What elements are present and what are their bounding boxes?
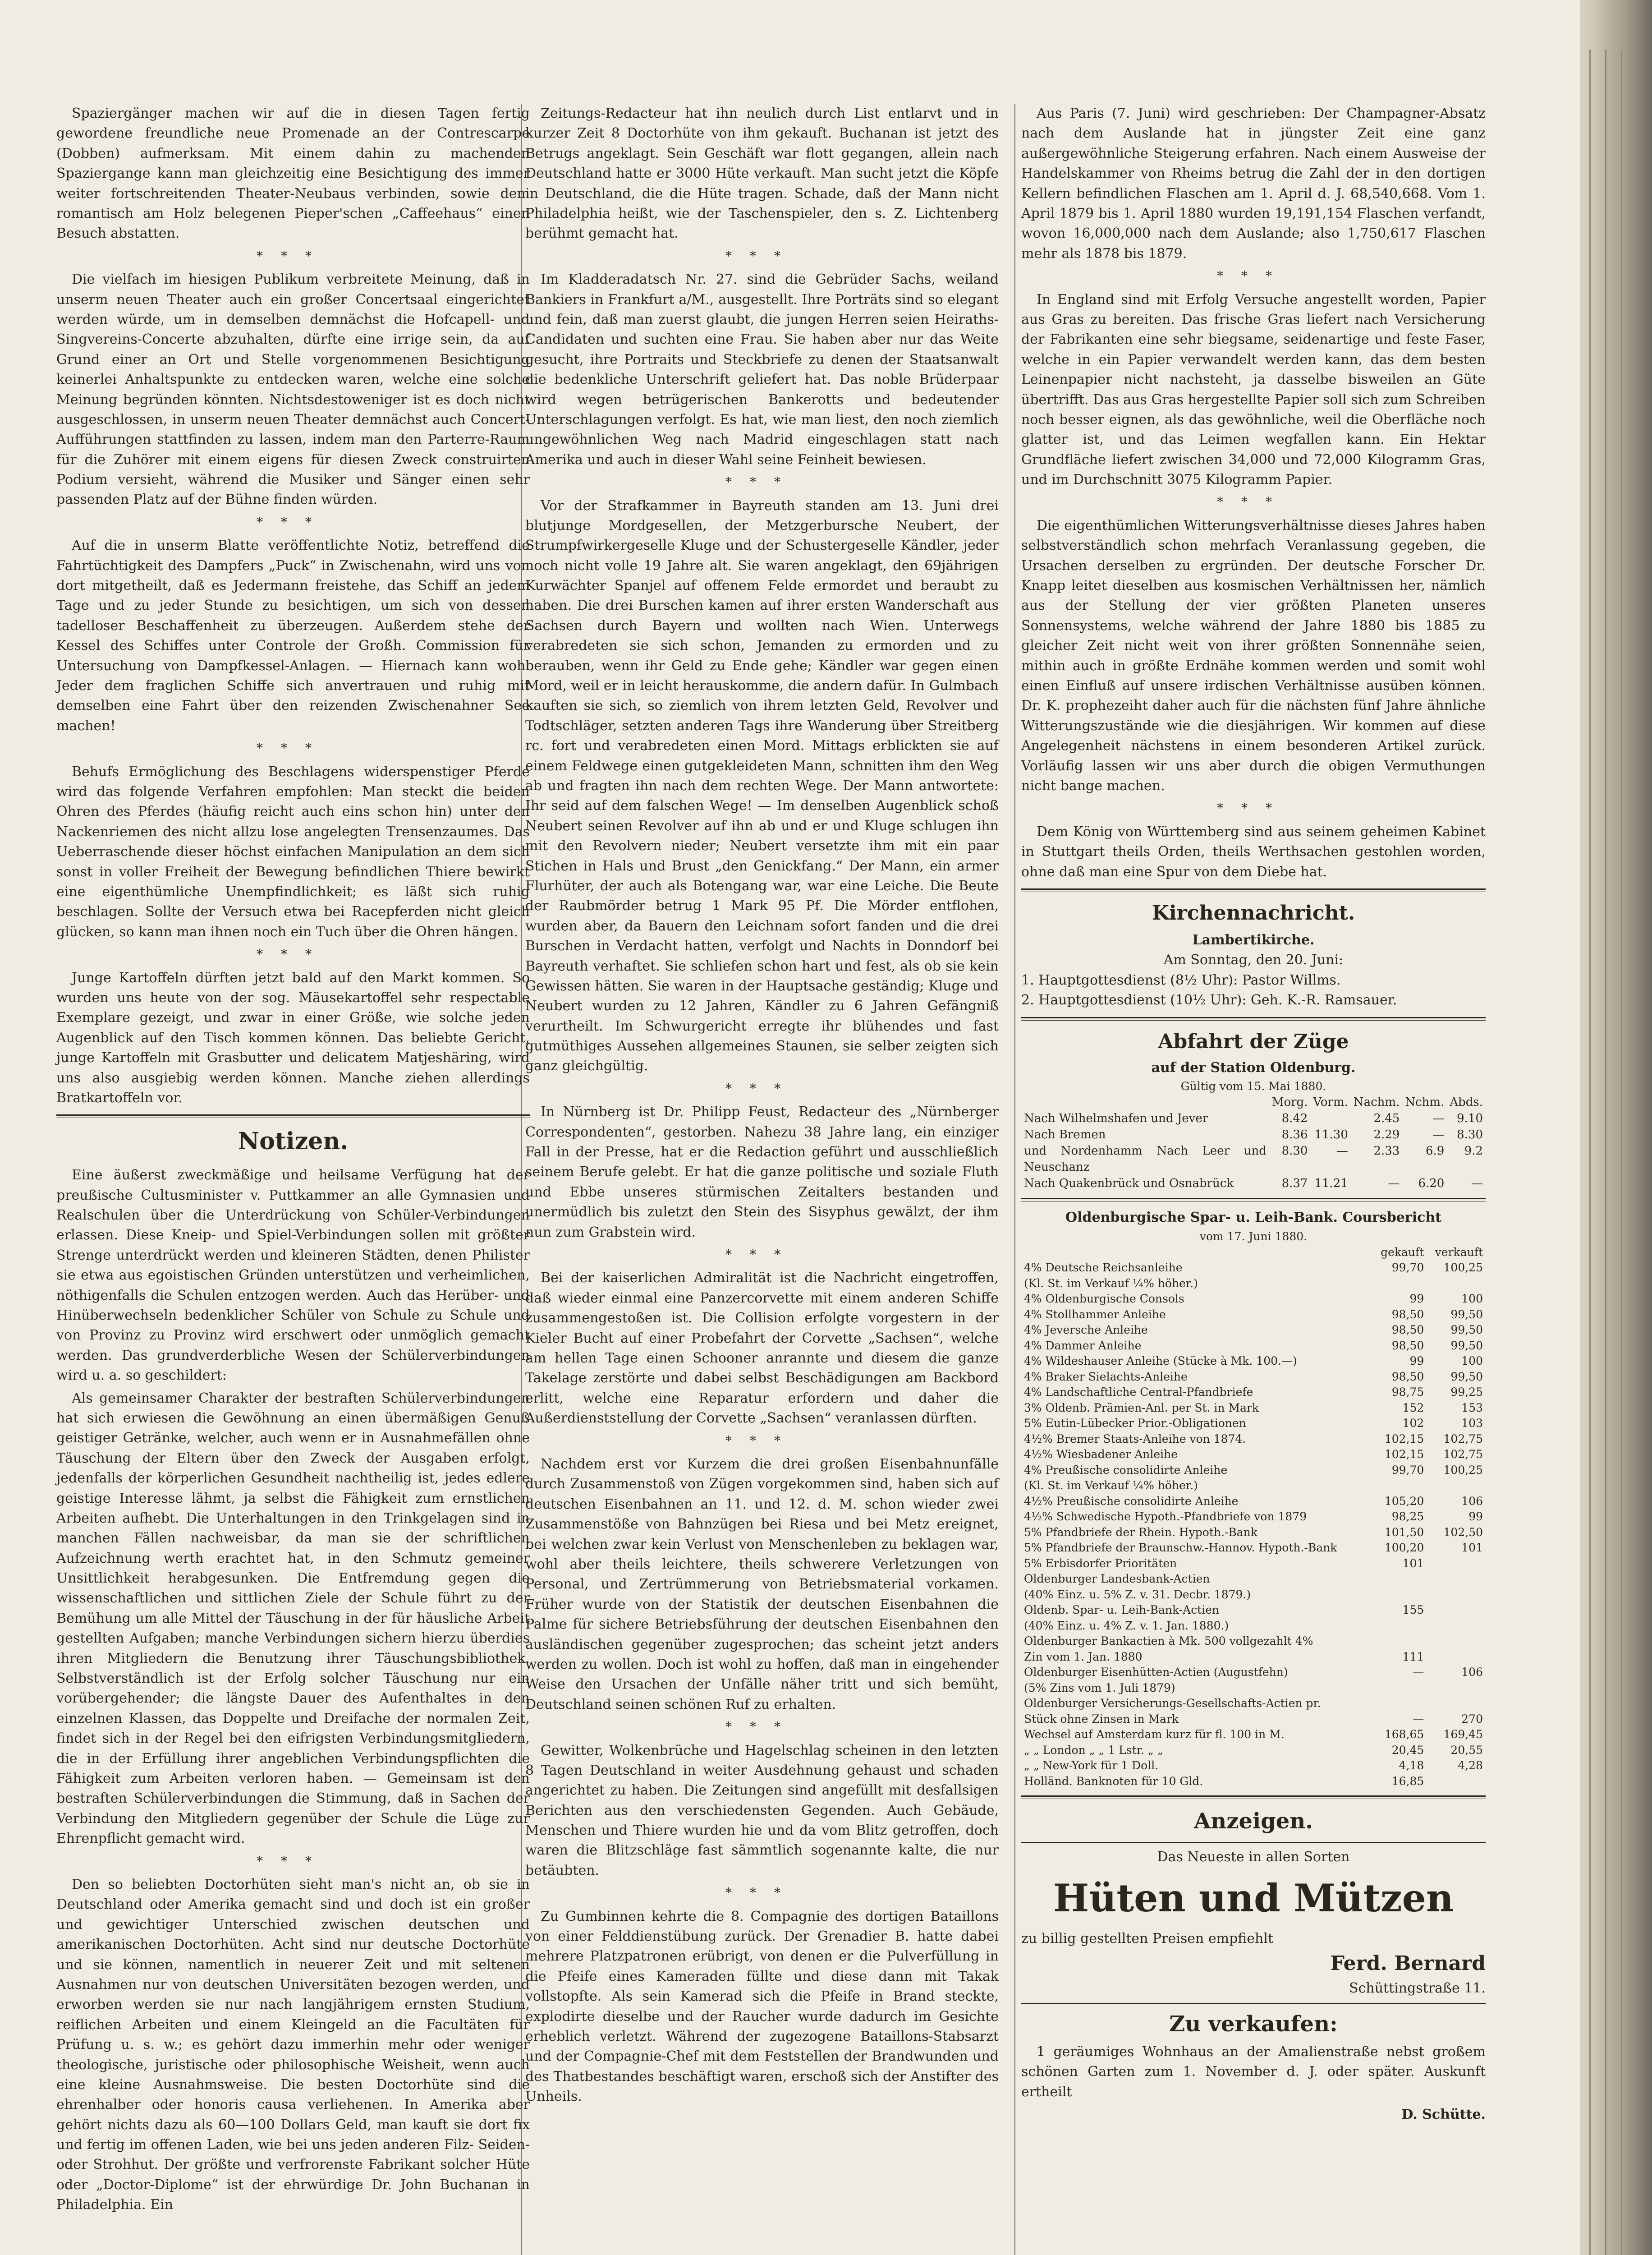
train-timetable [1021,1095,1486,1192]
article-mordgesellen: Vor der Strafkammer in Bayreuth standen am 13. Juni drei blutjunge Mordgesellen, der Metzgerbursche Neubert, der Strumpfwirkergeselle Kluge und der Schustergeselle Kändler, jeder noch nicht volle 19 Jahre alt. Sie waren angeklagt, den 69jährigen Kurwächter Spanjel auf offenem Felde ermordet und beraubt zu haben. Die drei Burschen kamen auf ihrer ersten Wanderschaft aus Sachsen durch Bayern und wollten nach Wien. Unterwegs verabredeten sie sich schon, Jemanden zu ermorden und zu berauben, wenn ihr Geld zu Ende gehe; Kändler war gegen einen Mord, weil er in leicht herauskomme, die andern dafür. In Gulmbach kauften sie sich, so ziemlich von ihrem letzten Geld, Revolver und Todtschläger, setzten anderen Tags ihre Wanderung über Streitberg rc. fort und verabredeten einen Mord. Mittags erblickten sie auf einem Feldwege einen gutgekleideten Mann, schnitten ihm den Weg ab und fragten ihn nach dem rechten Wege. Der Mann antwortete: Ihr seid auf dem falschen Wege! — Im denselben Augenblick schoß Neubert seinen Revolver auf ihn ab und er und Kluge schlugen ihn mit den Revolvern nieder; Neubert versetzte ihm mit ein paar Stichen in Hals und Brust „den Genickfang.“ Der Mann, ein armer Flurhüter, der auch als Botengang war, war eine Leiche. Die Beute der Raubmörder betrug 1 Mark 95 Pf. Die Mörder entflohen, wurden aber, da Bauern den Leichnam sofort fanden und die drei Burschen in Verdacht hatten, verfolgt und Nachts in Donndorf bei Bayreuth verhaftet. Sie schliefen schon hart und fest, als ob sie kein Gewissen hätten. Sie waren in der Hauptsache geständig; Kluge und Neubert wurden zu 12 Jahren, Kändler zu 6 Jahren Gefängniß verurtheilt. Im Schwurgericht erregte ihr blühendes und fast gutmüthiges Aussehen allgemeines Staunen, sie selber zeigten sich ganz gleichgültig. [525,497,999,1074]
article-gewitter: Gewitter, Wolkenbrüche und Hagelschlag scheinen in den letzten 8 Tagen Deutschland in weiter Ausdehnung gehaust und schaden angerichtet zu haben. Die Zeitungen sind angefüllt mit desfallsigen Berichten aus den verschiedensten Gegenden. Auch Gebäude, Menschen und Thiere wurden hie und da vom Blitz getroffen, doch waren die Blitzschläge fast sämmtlich sogenannte kalte, die nur betäubten. [525,1742,999,1878]
time-cell: — [1432,1112,1445,1126]
divider [1021,1795,1486,1799]
security-name: 4% Jeversche Anleihe [1024,1323,1148,1337]
divider [1021,2003,1486,2004]
time-cell: 11.21 [1314,1176,1348,1190]
col-head: verkauft [1435,1245,1483,1259]
table-row [1021,1494,1486,1509]
col-head: gekauft [1381,1245,1424,1259]
time-cell: — [1471,1176,1483,1190]
security-name: 4% Wildeshauser Anleihe (Stücke à Mk. 100.—) [1024,1354,1297,1368]
security-name: 4½% Preußische consolidirte Anleihe [1024,1494,1239,1508]
price-cell: 98,50 [1391,1307,1424,1321]
article-gumbinnen: Zu Gumbinnen kehrte die 8. Compagnie des dortigen Bataillons von einer Felddienstübung zurück. Der Grenadier B. hatte dabei mehrere Platzpatronen erübrigt, von denen er die Pulverfüllung in die Pfeife eines Kameraden füllte und diese dann mit Takak vollstopfte. Als sein Kamerad sich die Pfeife in Brand steckte, explodirte dieselbe und der Raucher wurde dadurch im Gesichte erheblich verletzt. Während der zugezogene Bataillons-Stabsarzt und der Compagnie-Chef mit dem Feststellen der Brandwunden und des Thatbestandes beschäftigt waren, erschoß sich der Anstifter des Unheils. [525,1908,999,2105]
time-cell: 2.45 [1373,1112,1400,1126]
article-corvette-sachsen: Bei der kaiserlichen Admiralität ist die Nachricht eingetroffen, daß wieder einmal eine Panzercorvette mit einem anderen Schiffe zusammengestoßen ist. Die Collision erfolgte vorgestern in der Kieler Bucht auf einer Probefahrt der Corvette „Sachsen“, welche am hellen Tage einen Schooner anrannte und diesem die ganze Takelage zerstörte und dabei selbst Beschädigungen am Backbord erlitt, welche eine Reparatur erfordern und daher die Außerdienststellung der Corvette „Sachsen“ veranlassen dürften. [525,1270,999,1427]
asterism: *** [257,1853,330,1868]
kirchen-service-2: 2. Hauptgottesdienst (10½ Uhr): Geh. K.-R. Ramsauer. [1021,992,1397,1008]
security-name: 4½% Wiesbadener Anleihe [1024,1448,1178,1461]
time-cell: — [1388,1176,1400,1190]
price-cell [1427,1696,1486,1712]
article-schuelerverbindungen: Eine äußerst zweckmäßige und heilsame Verfügung hat der preußische Cultusminister v. Puttkammer an alle Gymnasien und Realschulen über die Unterdrückung von Schüler-Verbindungen erlassen. Diese Kneip- und Spiel-Verbindungen sollen mit größter Strenge unterdrückt werden und kleineren Städten, denen Philister sie etwa aus egoistischen Gründen unterstützen und verheimlichen, nöthigenfalls die Schulen entzogen werden. Auch das Herüber- und Hinüberwechseln bedenklicher Schüler von Schule zu Schule und von Provinz zu Provinz wird erschwert oder unmöglich gemacht werden. Das grundverderbliche Wesen der Schülerverbindungen wird u. a. so geschildert: [56,1167,530,1384]
price-cell: 98,25 [1391,1510,1424,1523]
article-promenade: Spaziergänger machen wir auf die in diesen Tagen fertig gewordene freundliche neue Promenade an der Contrescarpe (Dobben) aufmerksam. Mit einem dahin zu machenden Spaziergange kann man gleichzeitig eine Besichtigung des immer weiter fortschreitenden Theater-Neubaus verbinden, sowie dem romantisch am Holz belegenen Pieper'schen „Caffeehaus“ einen Besuch abstatten. [56,106,530,242]
destination: Nach Bremen [1024,1128,1106,1141]
kirchen-church: Lambertikirche. [1192,932,1315,948]
price-cell: 102 [1402,1417,1424,1430]
divider [56,1114,530,1118]
security-name: „ „ London „ „ 1 Lstr. „ „ [1024,1743,1163,1757]
article-concertsaal: Die vielfach im hiesigen Publikum verbreitete Meinung, daß in unserm neuen Theater auch ein großer Concertsaal eingerichtet werden würde, um in demselben demnächst die Hofcapell- und Singvereins-Concerte abzuhalten, dürfte eine irrige sein, da auf Grund einer an Ort und Stelle vorgenommenen Besichtigung keinerlei Anhaltspunkte zu entdecken waren, welche eine solche Meinung begründen könnten. Nichtsdestoweniger ist es doch nicht ausgeschlossen, in unserm neuen Theater demnächst auch Concert-Aufführungen stattfinden zu lassen, indem man den Parterre-Raum für die Zuhörer mit einem eigens für diesen Zweck construirten Podium versieht, während die Musiker und Sänger einen sehr passenden Platz auf der Bühne finden würden. [56,272,530,508]
table-row [1021,1369,1486,1385]
table-row [1021,1774,1486,1790]
table-row [1021,1618,1486,1634]
price-cell: 106 [1461,1494,1483,1508]
time-cell: 2.33 [1373,1144,1400,1158]
page-edge-line [1621,50,1622,2255]
security-name: 4% Landschaftliche Central-Pfandbriefe [1024,1385,1253,1399]
verkaufen-title: Zu verkaufen: [1169,2011,1338,2037]
price-cell: 99,25 [1450,1385,1483,1399]
timetable-header [1021,1095,1486,1111]
article-koenig-wuerttemberg: Dem König von Württemberg sind aus seinem geheimen Kabinet in Stuttgart theils Orden, theils Werthsachen gestohlen worden, ohne daß man eine Spur von dem Diebe hat. [1021,824,1486,880]
price-cell [1373,1634,1427,1649]
table-row [1021,1712,1486,1727]
table-row [1021,1416,1486,1431]
price-cell: — [1413,1712,1424,1726]
col-head: Nchm. [1405,1095,1445,1109]
table-row [1021,1176,1486,1192]
asterism: *** [725,1885,798,1901]
article-beschlagen: Behufs Ermöglichung des Beschlagens widerspenstiger Pferde wird das folgende Verfahren empfohlen: Man steckt die beiden Ohren des Pferdes (häufig reicht auch eins schon hin) unter den Nackenriemen des nicht allzu lose angelegten Trensenzaumes. Das Ueberraschende dieser höchst einfachen Manipulation an dem sich sonst in voller Freiheit der Bewegung befindlichen Thiere bewirkt eine eigenthümliche Unempfindlichkeit; es läßt sich ruhig beschlagen. Sollte der Versuch etwa bei Racepferden nicht gleich glücken, so kann man ihnen noch ein Tuch über die Ohren hängen. [56,764,530,940]
price-cell [1373,1478,1427,1494]
price-cell: 99 [1468,1510,1483,1523]
time-cell: — [1432,1128,1445,1141]
price-cell: 101 [1461,1541,1483,1555]
price-cell: 100,25 [1443,1463,1483,1477]
price-cell: 270 [1461,1712,1483,1726]
verkaufen-name: D. Schütte. [1401,2107,1486,2123]
price-cell [1427,1618,1486,1634]
asterism: *** [725,248,798,263]
table-row [1021,1602,1486,1618]
zuege-valid: Gültig vom 15. Mai 1880. [1180,1080,1326,1093]
price-cell: 98,50 [1391,1339,1424,1352]
column-rule [1014,104,1015,2255]
security-name: 5% Erbisdorfer Prioritäten [1024,1556,1177,1570]
table-row [1021,1400,1486,1416]
price-cell: 99,50 [1450,1323,1483,1337]
column-2 [525,104,999,2110]
price-cell: 4,28 [1458,1759,1483,1772]
destination: und Nordenhamm Nach Leer und Neuschanz [1024,1144,1267,1174]
price-cell [1427,1774,1486,1790]
price-cell: 98,50 [1391,1370,1424,1383]
asterism: *** [725,1719,798,1735]
price-cell [1427,1680,1486,1696]
section-title-notizen: Notizen. [238,1128,349,1155]
kirchen-date: Am Sonntag, den 20. Juni: [1163,952,1344,968]
price-cell: 106 [1461,1666,1483,1679]
security-name: 4% Stollhammer Anleihe [1024,1307,1166,1321]
security-name: 5% Pfandbriefe der Rhein. Hypoth.-Bank [1024,1525,1257,1539]
price-cell: — [1413,1666,1424,1679]
security-name: 4% Dammer Anleihe [1024,1339,1142,1352]
time-cell: 9.2 [1464,1144,1483,1158]
table-row [1021,1143,1486,1176]
table-row [1021,1447,1486,1463]
price-cell: 99,50 [1450,1307,1483,1321]
asterism: *** [1217,801,1290,816]
divider [1021,1198,1486,1201]
table-row [1021,1385,1486,1400]
price-cell: 169,45 [1443,1728,1483,1741]
time-cell: 8.37 [1281,1176,1308,1190]
col-head: Abds. [1450,1095,1483,1109]
table-row [1021,1556,1486,1572]
security-name: Oldenb. Spar- u. Leih-Bank-Actien [1024,1603,1220,1617]
price-cell: 155 [1402,1603,1424,1617]
price-cell: 16,85 [1391,1774,1424,1788]
ad-line-1: Das Neueste in allen Sorten [1157,1849,1350,1865]
security-name: 4½% Schwedische Hypoth.-Pfandbriefe von 1879 [1024,1510,1307,1523]
ad-advertiser-name: Ferd. Bernard [1330,1952,1486,1975]
kurs-date: vom 17. Juni 1880. [1199,1229,1308,1243]
kurs-header [1021,1245,1486,1261]
price-cell: 99,70 [1391,1463,1424,1477]
table-row [1021,1680,1486,1696]
verkaufen-text: 1 geräumiges Wohnhaus an der Amalienstraße nebst großem schönen Garten zum 1. November d. J. oder später. Auskunft ertheilt [1021,2043,1486,2100]
security-name: 4% Oldenburgische Consols [1024,1292,1184,1306]
security-name: (40% Einz. u. 4% Z. v. 1. Jan. 1880.) [1024,1619,1229,1632]
security-name: Wechsel auf Amsterdam kurz für fl. 100 in M. [1024,1728,1285,1741]
price-cell: 102,75 [1443,1432,1483,1445]
price-cell: 100,25 [1443,1261,1483,1275]
table-row [1021,1478,1486,1494]
table-row [1021,1276,1486,1292]
table-row [1021,1127,1486,1143]
security-name: Oldenburger Bankactien à Mk. 500 vollgezahlt 4% [1024,1634,1313,1648]
destination: Nach Quakenbrück und Osnabrück [1024,1176,1234,1190]
time-cell: — [1336,1144,1348,1158]
price-cell [1373,1571,1427,1587]
article-schuelerverbindungen-quote: Als gemeinsamer Charakter der bestraften Schülerverbindungen hat sich erwiesen die Gewöhnung an einen übermäßigen Genuß geistiger Getränke, welcher, auch wenn er in Ausnahmefällen ohne Täuschung der Eltern über den Zweck der Ausgaben erfolgt, jedenfalls der körperlichen Gesundheit nachtheilig ist, jedes edlere geistige Interesse lähmt, ja selbst die Fähigkeit zum ernstlichen Arbeiten aufhebt. Die Unterhaltungen in den Trinkgelagen sind in manchen Fällen nachweisbar, da man sie der schriftlichen Aufzeichnung werth erachtet hat, in den Schmutz gemeiner Unsittlichkeit herabgesunken. Die Entfremdung gegen die wissenschaftlichen und sittlichen Ziele der Schule führt zu der Bemühung um alle Mittel der Täuschung in der für häusliche Arbeit gestellten Aufgaben; manche Verbindungen sichern hierzu überdies ihren Mitgliedern die Benutzung ihrer Täuschungsbibliothek. Selbstverständlich ist der Erfolg solcher Täuschung nur ein vorübergehender; die längste Dauer des Aufenthaltes in den einzelnen Klassen, das Doppelte und Dreifache der normalen Zeit, findet sich in der Regel bei den eifrigsten Verbindungsmitgliedern, die in der Erfüllung ihrer angeblichen Verbindungspflichten die Fähigkeit zum Arbeiten verloren haben. — Gemeinsam ist den bestraften Schülerverbindungen die Stimmung, daß in Sachen der Verbindung den Mitgliedern gegenüber der Schule die Lüge zur Ehrenpflicht gemacht wird. [56,1390,530,1847]
security-name: 5% Eutin-Lübecker Prior.-Obligationen [1024,1417,1246,1430]
ad-address: Schüttingstraße 11. [1349,1980,1486,1996]
security-name: 4% Braker Sielachts-Anleihe [1024,1370,1188,1383]
price-cell [1427,1649,1486,1665]
price-cell: 99,70 [1391,1261,1424,1275]
time-cell: 9.10 [1457,1112,1483,1126]
price-cell: 102,75 [1443,1448,1483,1461]
price-cell: 102,15 [1384,1448,1424,1461]
divider [1021,888,1486,892]
table-row [1021,1431,1486,1447]
kirchen-service-1: 1. Hauptgottesdienst (8½ Uhr): Pastor Willms. [1021,972,1341,988]
price-cell: 103 [1461,1417,1483,1430]
price-cell: 152 [1402,1401,1424,1414]
price-cell: 99,50 [1450,1370,1483,1383]
ad-headline: Hüten und Mützen [1053,1875,1454,1920]
asterism: *** [725,1433,798,1448]
zuege-title: Abfahrt der Züge [1158,1030,1349,1053]
table-row [1021,1260,1486,1276]
col-head: Vorm. [1313,1095,1348,1109]
price-cell [1427,1602,1486,1618]
security-name: 4% Preußische consolidirte Anleihe [1024,1463,1228,1477]
security-name: Oldenburger Eisenhütten-Actien (Augustfehn) [1024,1666,1288,1679]
article-papier-aus-gras: In England sind mit Erfolg Versuche angestellt worden, Papier aus Gras zu bereiten. Das frische Gras liefert nach Versicherung der Fabrikanten eine sehr biegsame, seidenartige und feste Faser, welche in ein Papier verwandelt werden kann, das dem besten Leinenpapier nicht nachsteht, ja dasselbe bisweilen an Güte übertrifft. Das aus Gras hergestellte Papier soll sich zum Schreiben noch besser eignen, als das gewöhnliche, weil die Oberfläche noch glatter ist, und das Leimen wegfallen kann. Ein Hektar Grundfläche liefert zwischen 34,000 und 72,000 Kilogramm Gras, und im Durchschnitt 3075 Kilogramm Papier. [1021,291,1486,488]
security-name: (40% Einz. u. 5% Z. v. 31. Decbr. 1879.) [1024,1588,1251,1601]
table-row [1021,1338,1486,1354]
divider [1021,1842,1486,1843]
table-row [1021,1696,1486,1712]
price-cell: 99,50 [1450,1339,1483,1352]
price-cell: 101 [1402,1556,1424,1570]
price-cell: 102,50 [1443,1525,1483,1539]
price-cell: 100,20 [1384,1541,1424,1555]
price-cell: 102,15 [1384,1432,1424,1445]
article-kartoffeln: Junge Kartoffeln dürften jetzt bald auf den Markt kommen. So wurden uns heute von der sog. Mäusekartoffel sehr respectable Exemplare gezeigt, und zwar in einer Größe, wie solche jeden Augenblick auf den Tisch kommen können. Das beliebte Gericht, junge Kartoffeln mit Grasbutter und delicatem Matjeshäring, wird uns also ausgiebig werden können. Manche ziehen allerdings Bratkartoffeln vor. [56,970,530,1106]
price-cell [1427,1587,1486,1603]
article-gebrueder-sachs: Im Kladderadatsch Nr. 27. sind die Gebrüder Sachs, weiland Bankiers in Frankfurt a/M., ausgestellt. Ihre Porträts sind so elegant und fein, daß man zuerst glaubt, die jungen Herren seien Heiraths-Candidaten und suchten eine Frau. Sie haben aber nur das Weite gesucht, ihre Portraits und Steckbriefe zu denen der Staatsanwalt die bedenkliche Unterschrift geliefert hat. Das noble Brüderpaar wird wegen betrügerischen Bankerotts und bedeutender Unterschlagungen verfolgt. Es hat, wie man liest, den noch ziemlich ungewöhnlichen Weg nach Madrid eingeschlagen statt nach Amerika und auch in dieser Wahl seine Feinheit bewiesen. [525,272,999,468]
price-cell [1373,1618,1427,1634]
price-cell [1373,1696,1427,1712]
price-cell [1427,1276,1486,1292]
asterism: *** [257,514,330,529]
time-cell: 8.42 [1281,1112,1308,1126]
divider [1021,1017,1486,1021]
security-name: (Kl. St. im Verkauf ¼% höher.) [1024,1276,1198,1290]
security-name: (5% Zins vom 1. Juli 1879) [1024,1681,1175,1694]
price-cell: 20,55 [1450,1743,1483,1757]
asterism: *** [257,741,330,756]
price-cell [1427,1556,1486,1572]
time-cell: 6.20 [1418,1176,1445,1190]
time-cell: 6.9 [1425,1144,1445,1158]
security-name: Oldenburger Landesbank-Actien [1024,1572,1210,1586]
table-row [1021,1649,1486,1665]
time-cell: 11.30 [1314,1128,1348,1141]
table-row [1021,1353,1486,1369]
table-row [1021,1307,1486,1323]
price-cell: 98,75 [1391,1385,1424,1399]
security-name: Stück ohne Zinsen in Mark [1024,1712,1179,1726]
price-cell [1373,1680,1427,1696]
security-name: 3% Oldenb. Prämien-Anl. per St. in Mark [1024,1401,1259,1414]
table-row [1021,1571,1486,1587]
price-cell: 20,45 [1391,1743,1424,1757]
price-cell: 99 [1409,1292,1424,1306]
price-cell: 101,50 [1384,1525,1424,1539]
price-cell: 100 [1461,1292,1483,1306]
asterism: *** [1217,268,1290,284]
table-row [1021,1540,1486,1556]
time-cell: 2.29 [1373,1128,1400,1141]
asterism: *** [1217,494,1290,510]
price-cell: 153 [1461,1401,1483,1414]
price-cell: 105,20 [1384,1494,1424,1508]
price-cell: 99 [1409,1354,1424,1368]
security-name: Zin vom 1. Jan. 1880 [1024,1650,1143,1663]
article-eisenbahnunfaelle: Nachdem erst vor Kurzem die drei großen Eisenbahnunfälle durch Zusammenstoß von Zügen vorgekommen sind, haben sich auf deutschen Eisenbahnen an 11. und 12. d. M. schon wieder zwei Zusammenstöße von Bahnzügen bei Riesa und bei Metz ereignet, bei welchen zwar kein Verlust von Menschenleben zu beklagen war, wohl aber theils leichtere, theils schwerere Verletzungen von Personal, und Zertrümmerung von Betriebsmaterial vorkamen. Früher wurde von der Statistik der deutschen Eisenbahnen die Palme für sichere Betriebsführung der deutschen Eisenbahnen den ausländischen gegenüber zugesprochen; das scheint jetzt anders werden zu wollen. Doch ist wohl zu hoffen, daß man in eingehender Weise den Ursachen der Unfälle näher tritt und sich bemüht, Deutschland seinen schönen Ruf zu erhalten. [525,1456,999,1712]
price-cell [1427,1634,1486,1649]
asterism: *** [725,474,798,490]
book-edge [1580,0,1652,2255]
security-name: 4% Deutsche Reichsanleihe [1024,1261,1183,1275]
table-row [1021,1743,1486,1758]
course-report-table [1021,1245,1486,1790]
price-cell: 168,65 [1384,1728,1424,1741]
security-name: 4½% Bremer Staats-Anleihe von 1874. [1024,1432,1246,1445]
time-cell: 8.36 [1281,1128,1308,1141]
security-name: 5% Pfandbriefe der Braunschw.-Hannov. Hypoth.-Bank [1024,1541,1337,1555]
kurs-title: Oldenburgische Spar- u. Leih-Bank. Coursbericht [1065,1210,1442,1226]
security-name: (Kl. St. im Verkauf ¼% höher.) [1024,1479,1198,1492]
column-1 [56,104,530,2218]
destination: Nach Wilhelmshafen und Jever [1024,1112,1208,1126]
price-cell: 100 [1461,1354,1483,1368]
asterism: *** [257,248,330,263]
col-head: Nachm. [1353,1095,1400,1109]
asterism: *** [725,1081,798,1096]
asterism: *** [725,1247,798,1262]
table-row [1021,1727,1486,1743]
article-doctorhuete: Den so beliebten Doctorhüten sieht man's nicht an, ob sie in Deutschland oder Amerika gemacht sind und doch ist ein großer und gewichtiger Unterschied zwischen deutschen und amerikanischen Doctorhüten. Acht sind nur deutsche Doctorhüte und sie können, namentlich in neuerer Zeit und mit seltenen Ausnahmen nur von deutschen Universitäten bezogen werden, und erworben werden sie nur nach langjährigem ernsten Studium, reiflichen Arbeiten und einem Kleingeld an die Facultäten für Prüfung u. s. w.; es gehört dazu immerhin mehr oder weniger theologische, juristische oder philosophische Weisheit, wenn auch eine kleine Ausnahmsweise. Die besten Doctorhüte sind die ehrenhalber oder honoris causa verliehenen. In Amerika aber gehört nichts dazu als 60—100 Dollars Geld, man kauft sie dort fix und fertig im offenen Laden, wie bei uns jeden anderen Filz- Seiden- oder Strohhut. Der größte und verfrorenste Fabrikant solcher Hüte oder „Doctor-Diplome“ ist der ehrwürdige Dr. John Buchanan in Philadelphia. Ein [56,1877,530,2213]
col-head: Morg. [1271,1095,1308,1109]
anzeigen-title: Anzeigen. [1194,1809,1313,1834]
table-row [1021,1291,1486,1307]
article-buchanan: Zeitungs-Redacteur hat ihn neulich durch List entlarvt und in kurzer Zeit 8 Doctorhüte von ihm gekauft. Buchanan ist jetzt des Betrugs angeklagt. Sein Geschäft war flott gegangen, allein nach Deutschland hatte er 3000 Hüte verkauft. Man sucht jetzt die Köpfe in Deutschland, die die Hüte tragen. Schade, daß der Mann nicht Philadelphia heißt, wie der Taschenspieler, den s. Z. Lichtenberg berühmt gemacht hat. [525,106,999,242]
table-row [1021,1758,1486,1774]
price-cell: 98,50 [1391,1323,1424,1337]
price-cell: 111 [1402,1650,1424,1663]
price-cell [1373,1587,1427,1603]
price-cell [1373,1276,1427,1292]
security-name: „ „ New-York für 1 Doll. [1024,1759,1159,1772]
table-row [1021,1525,1486,1541]
ad-line-2: zu billig gestellten Preisen empfiehlt [1021,1931,1274,1947]
table-row [1021,1634,1486,1649]
time-cell [1310,1111,1350,1127]
article-witterung: Die eigenthümlichen Witterungsverhältnisse dieses Jahres haben selbstverständlich schon mehrfach Veranlassung gegeben, die Ursachen derselben zu ergründen. Der deutsche Forscher Dr. Knapp leitet dieselben aus kosmischen Verhältnissen her, nämlich aus der Stellung der vier größten Planeten unseres Sonnensystems, welche während der Jahre 1880 bis 1885 zu gleicher Zeit nicht weit von ihrer größten Sonnennähe seien, mithin auch in größte Erdnähe kommen werden und somit wohl einen Einfluß auf unsere irdischen Verhältnisse ausüben können. Dr. K. prophezeiht daher auch für die nächsten fünf Jahre ähnliche Witterungszustände wie die diesjährigen. Wir kommen auf diese Angelegenheit nächstens in einem besonderen Artikel zurück. Vorläufig lassen wir uns aber durch die obigen Vermuthungen nicht bange machen. [1021,517,1486,794]
page-edge-line [1589,50,1591,2255]
table-row [1021,1463,1486,1478]
page-edge-line [1605,50,1606,2255]
table-row [1021,1509,1486,1525]
security-name: Oldenburger Versicherungs-Gesellschafts-Actien pr. [1024,1697,1321,1710]
asterism: *** [257,947,330,962]
column-3 [1021,104,1486,2125]
price-cell [1427,1571,1486,1587]
security-name: Holländ. Banknoten für 10 Gld. [1024,1774,1203,1788]
article-dampfer-puck: Auf die in unserm Blatte veröffentlichte Notiz, betreffend die Fahrtüchtigkeit des Dampfers „Puck“ in Zwischenahn, wird uns von dort mitgetheilt, daß es Jedermann freistehe, das Schiff an jedem Tage und zu jeder Stunde zu besichtigen, um sich von dessen tadelloser Beschaffenheit zu überzeugen. Außerdem stehe der Kessel des Schiffes unter Controle der Großh. Commission für Untersuchung von Dampfkessel-Anlagen. — Hiernach kann wohl Jeder dem fraglichen Schiffe sich anvertrauen und ruhig mit demselben eine Fahrt über den reizenden Zwischenahner See machen! [56,538,530,734]
time-cell: 8.30 [1281,1144,1308,1158]
table-row [1021,1111,1486,1127]
article-champagner: Aus Paris (7. Juni) wird geschrieben: Der Champagner-Absatz nach dem Auslande hat in jüngster Zeit eine ganz außergewöhnliche Steigerung erfahren. Nach einem Ausweise der Handelskammer von Rheims betrug die Zahl der in den dortigen Kellern befindlichen Flaschen am 1. April d. J. 68,540,668. Vom 1. April 1879 bis 1. April 1880 wurden 19,191,154 Flaschen verfandt, wovon 16,000,000 nach dem Auslande; also 1,750,617 Flaschen mehr als 1878 bis 1879. [1021,106,1486,262]
price-cell: 4,18 [1399,1759,1424,1772]
article-feust: In Nürnberg ist Dr. Philipp Feust, Redacteur des „Nürnberger Correspondenten“, gestorben. Nahezu 38 Jahre lang, ein einziger Fall in der Presse, hat er die Redaction geführt und ausschließlich seinem Berufe gelebt. Er hat die ganze politische und soziale Fluth und Ebbe unseres stürmischen Zeitalters bestanden und unermüdlich bis zuletzt den Stein des Sisyphus gewälzt, der ihm nun zum Grabstein wird. [525,1104,999,1240]
time-cell: 8.30 [1457,1128,1483,1141]
zuege-subtitle: auf der Station Oldenburg. [1151,1059,1356,1076]
kirchen-title: Kirchennachricht. [1152,901,1355,925]
table-row [1021,1665,1486,1680]
table-row [1021,1587,1486,1603]
table-row [1021,1322,1486,1338]
price-cell [1427,1478,1486,1494]
